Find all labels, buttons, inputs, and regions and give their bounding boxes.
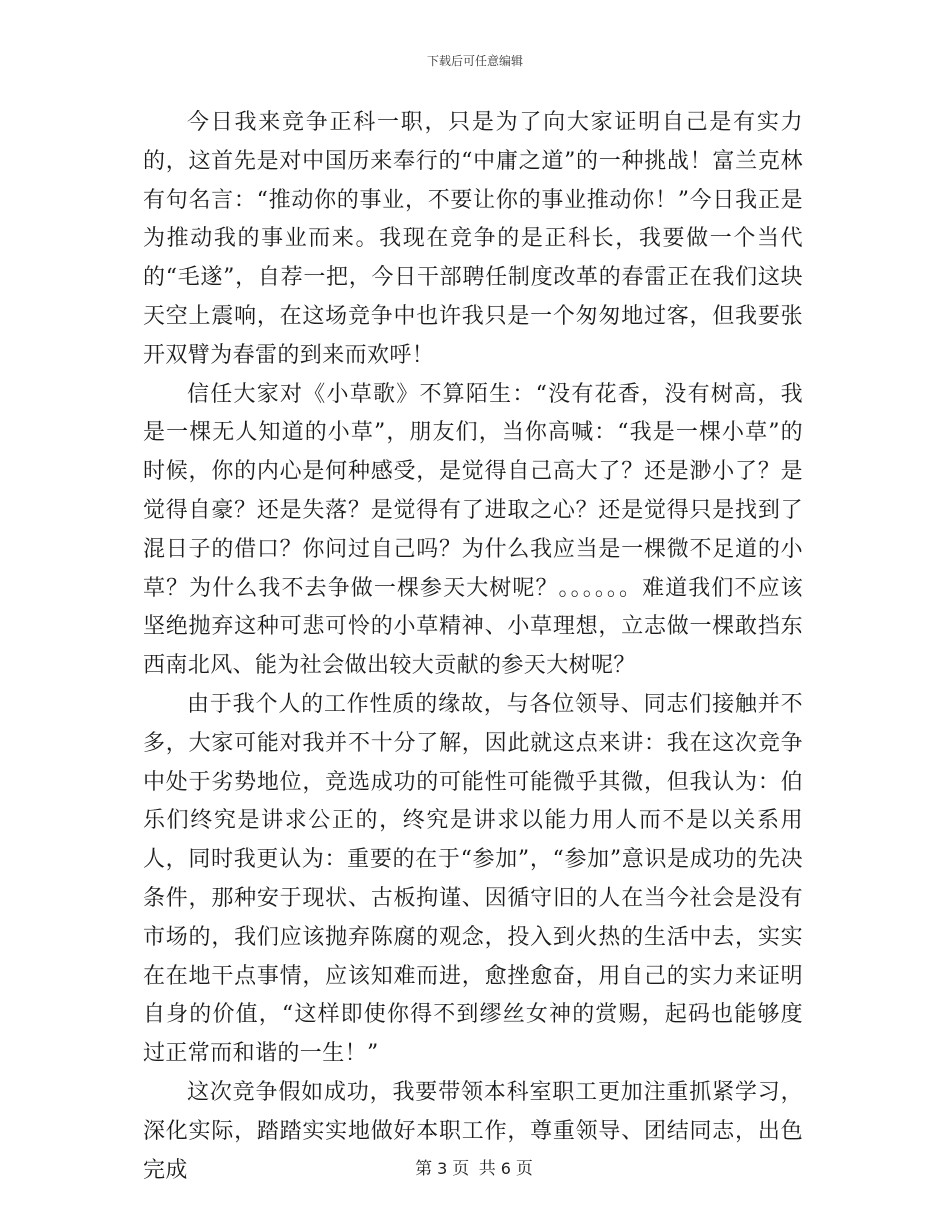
page-footer — [0, 1154, 950, 1179]
paragraph-4: 这次竞争假如成功，我要带领本科室职工更加注重抓紧学习，深化实际，踏踏实实地做好本职工作，尊重领导、团结同志，出色完成 — [143, 1079, 803, 1183]
footer-suffix: 页 — [515, 1159, 535, 1179]
paragraph-1: 今日我来竞争正科一职，只是为了向大家证明自己是有实力的，这首先是对中国历来奉行的“中庸之道”的一种挑战！富兰克林有句名言：“推动你的事业，不要让你的事业推动你！”今日我正是为推动我的事业而来。我现在竞争的是正科长，我要做一个当代的“毛遂”，自荐一把，今日干部聘任制度改革的春雷正在我们这块天空上震响，在这场竞争中也许我只是一个匆匆地过客，但我要张开双臂为春雷的到来而欢呼！ — [143, 110, 803, 368]
paragraph-2: 信任大家对《小草歌》不算陌生：“没有花香，没有树高，我是一棵无人知道的小草”，朋友们，当你高喊：“我是一棵小草”的时候，你的内心是何种感受，是觉得自己高大了？还是渺小了？是觉得自豪？还是失落？是觉得有了进取之心？还是觉得只是找到了混日子的借口？你问过自己吗？为什么我应当是一棵微不足道的小草？为什么我不去争做一棵参天大树呢？。。。。。。难道我们不应该坚绝抛弃这种可悲可怜的小草精神、小草理想，立志做一棵敢挡东西南北风、能为社会做出较大贡献的参天大树呢？ — [143, 381, 803, 679]
document-body — [143, 104, 803, 1190]
paragraph-3: 由于我个人的工作性质的缘故，与各位领导、同志们接触并不多，大家可能对我并不十分了解，因此就这点来讲：我在这次竞争中处于劣势地位，竞选成功的可能性可能微乎其微，但我认为：伯乐们终究是讲求公正的，终究是讲求以能力用人而不是以关系用人，同时我更认为：重要的在于“参加”，“参加”意识是成功的先决条件，那种安于现状、古板拘谨、因循守旧的人在当今社会是没有市场的，我们应该抛弃陈腐的观念，投入到火热的生活中去，实实在在地干点事情，应该知难而进，愈挫愈奋，用自己的实力来证明自身的价值，“这样即使你得不到缪丝女神的赏赐，起码也能够度过正常而和谐的一生！” — [143, 691, 803, 1067]
total-page-count: 6 — [500, 1159, 513, 1178]
footer-middle: 页 共 — [452, 1159, 498, 1179]
current-page-number: 3 — [437, 1159, 450, 1178]
footer-prefix: 第 — [415, 1159, 435, 1179]
page-header: 下载后可任意编辑 — [426, 54, 523, 68]
